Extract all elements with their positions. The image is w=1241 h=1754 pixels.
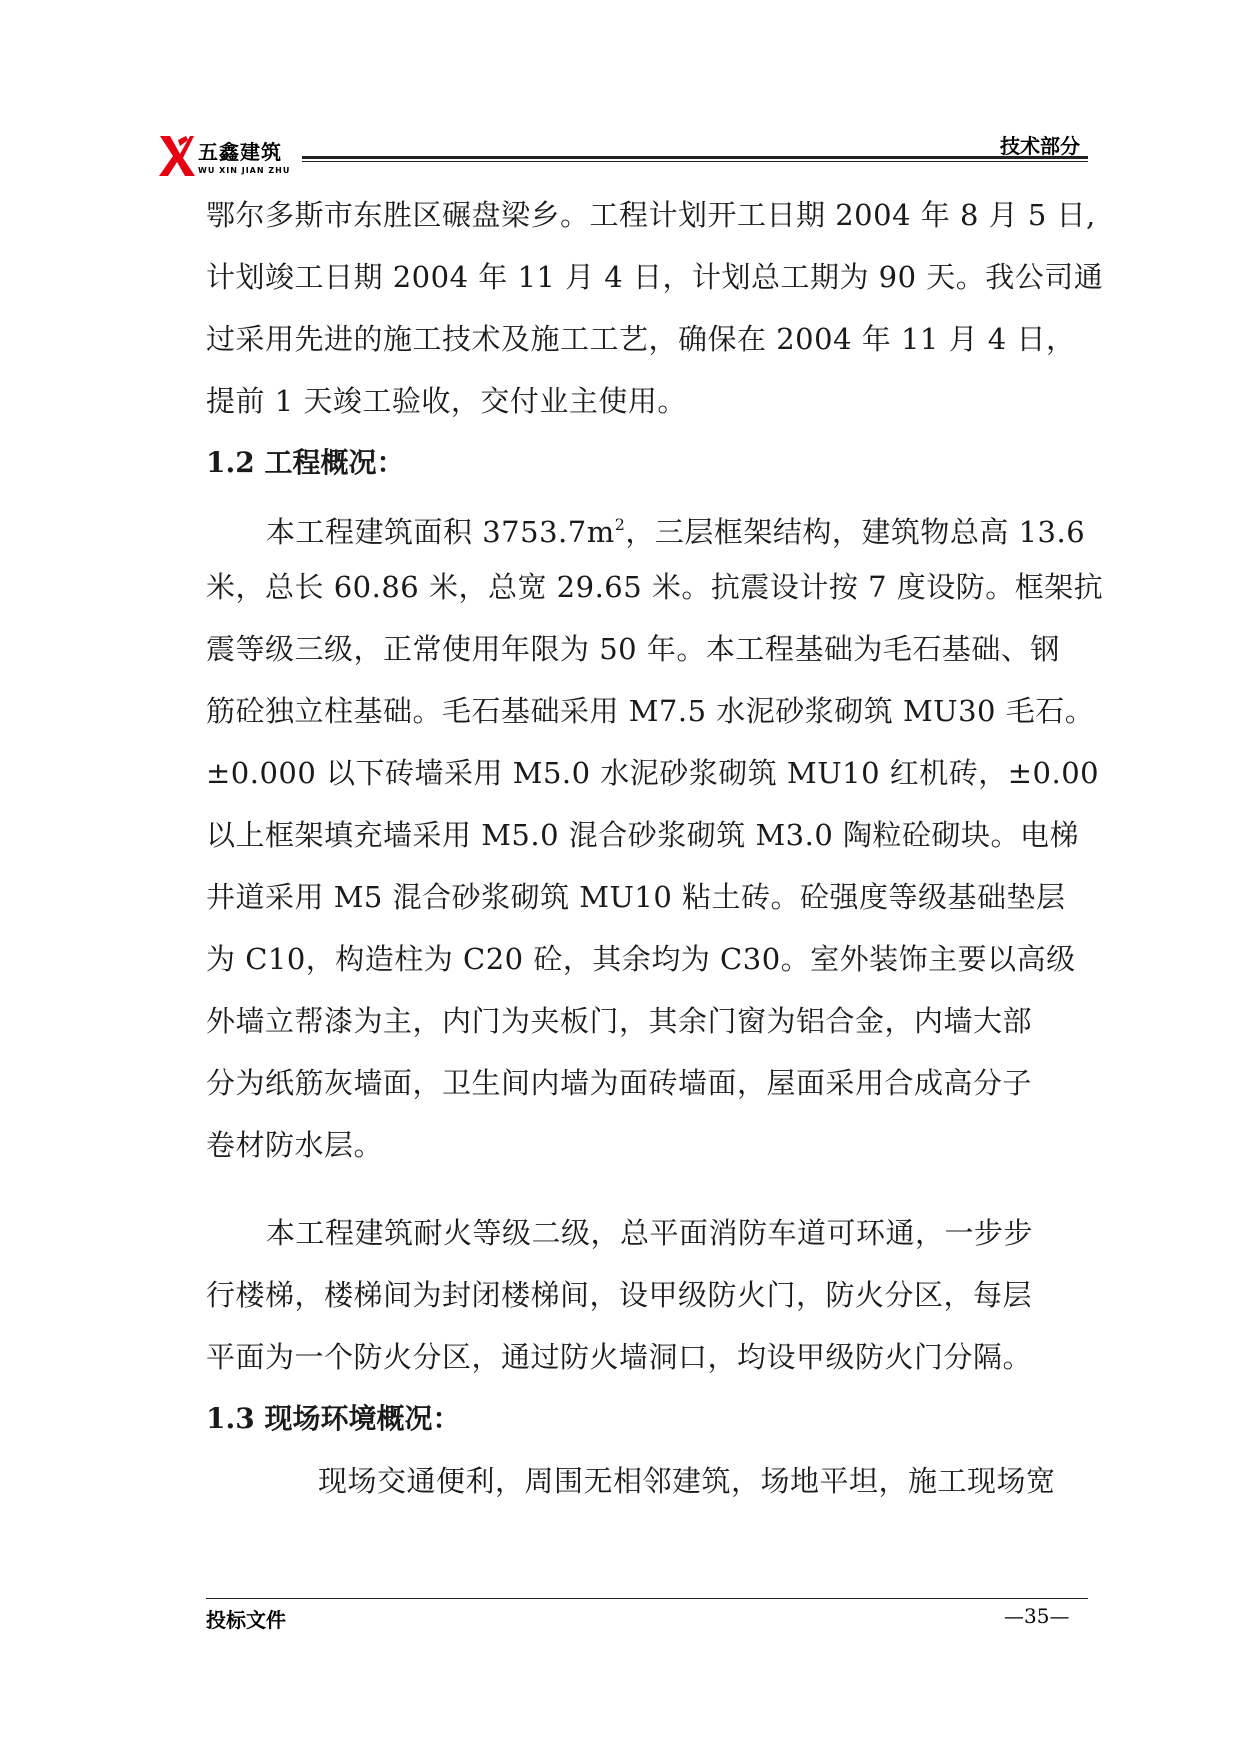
section-heading-1-2: 1.2 工程概况： (206, 446, 405, 479)
text-line: 现场交通便利，周围无相邻建筑，场地平坦，施工现场宽 (318, 1464, 1056, 1498)
paragraph-fire-safety (206, 1202, 1088, 1388)
text-line: 分为纸筋灰墙面，卫生间内墙为面砖墙面，屋面采用合成高分子 (206, 1066, 1033, 1100)
logo-english-text: WU XIN JIAN ZHU (198, 166, 291, 175)
text-run: ，三层框架结构，建筑物总高 13.6 (625, 515, 1086, 549)
text-line: 过采用先进的施工技术及施工工艺，确保在 2004 年 11 月 4 日， (206, 322, 1076, 356)
text-line: 平面为一个防火分区，通过防火墙洞口，均设甲级防火门分隔。 (206, 1340, 1033, 1374)
logo-x-icon (158, 134, 196, 178)
document-body (206, 184, 1104, 1512)
header-divider (302, 156, 1088, 159)
footer-label: 投标文件 (206, 1608, 286, 1632)
page-header (158, 126, 1088, 182)
text-line: 为 C10，构造柱为 C20 砼，其余均为 C30。室外装饰主要以高级 (206, 942, 1076, 976)
paragraph-gap (206, 1176, 1088, 1202)
text-line: 米，总长 60.86 米，总宽 29.65 米。抗震设计按 7 度设防。框架抗 (206, 570, 1104, 604)
text-line: 提前 1 天竣工验收，交付业主使用。 (206, 384, 687, 418)
text-line: 行楼梯，楼梯间为封闭楼梯间，设甲级防火门，防火分区，每层 (206, 1278, 1033, 1312)
text-line: 计划竣工日期 2004 年 11 月 4 日，计划总工期为 90 天。我公司通 (206, 260, 1104, 294)
header-divider-thin (302, 161, 1088, 162)
text-run: 本工程建筑面积 3753.7m (266, 515, 615, 549)
text-line (206, 494, 1088, 556)
text-line: 井道采用 M5 混合砂浆砌筑 MU10 粘土砖。砼强度等级基础垫层 (206, 880, 1066, 914)
page-number: —35— (1004, 1604, 1070, 1628)
company-logo (158, 126, 298, 182)
header-section-title: 技术部分 (1000, 134, 1080, 158)
paragraph-schedule (206, 184, 1104, 432)
superscript: 2 (614, 515, 626, 534)
section-heading-1-3: 1.3 现场环境概况： (206, 1402, 461, 1435)
text-line: 以上框架填充墙采用 M5.0 混合砂浆砌筑 M3.0 陶粒砼砌块。电梯 (206, 818, 1080, 852)
footer-divider (206, 1598, 1088, 1599)
text-line: 筋砼独立柱基础。毛石基础采用 M7.5 水泥砂浆砌筑 MU30 毛石。 (206, 694, 1095, 728)
text-line: 震等级三级，正常使用年限为 50 年。本工程基础为毛石基础、钢 (206, 632, 1060, 666)
text-line: ±0.000 以下砖墙采用 M5.0 水泥砂浆砌筑 MU10 红机砖，±0.00 (206, 756, 1100, 790)
paragraph-overview (206, 494, 1104, 1176)
text-line: 本工程建筑耐火等级二级，总平面消防车道可环通，一步步 (266, 1216, 1034, 1250)
paragraph-site (206, 1450, 1088, 1512)
text-line: 鄂尔多斯市东胜区碾盘梁乡。工程计划开工日期 2004 年 8 月 5 日, (206, 198, 1096, 232)
text-line: 外墙立帮漆为主，内门为夹板门，其余门窗为铝合金，内墙大部 (206, 1004, 1033, 1038)
text-line: 卷材防水层。 (206, 1128, 384, 1162)
logo-chinese-text: 五鑫建筑 (198, 140, 282, 164)
